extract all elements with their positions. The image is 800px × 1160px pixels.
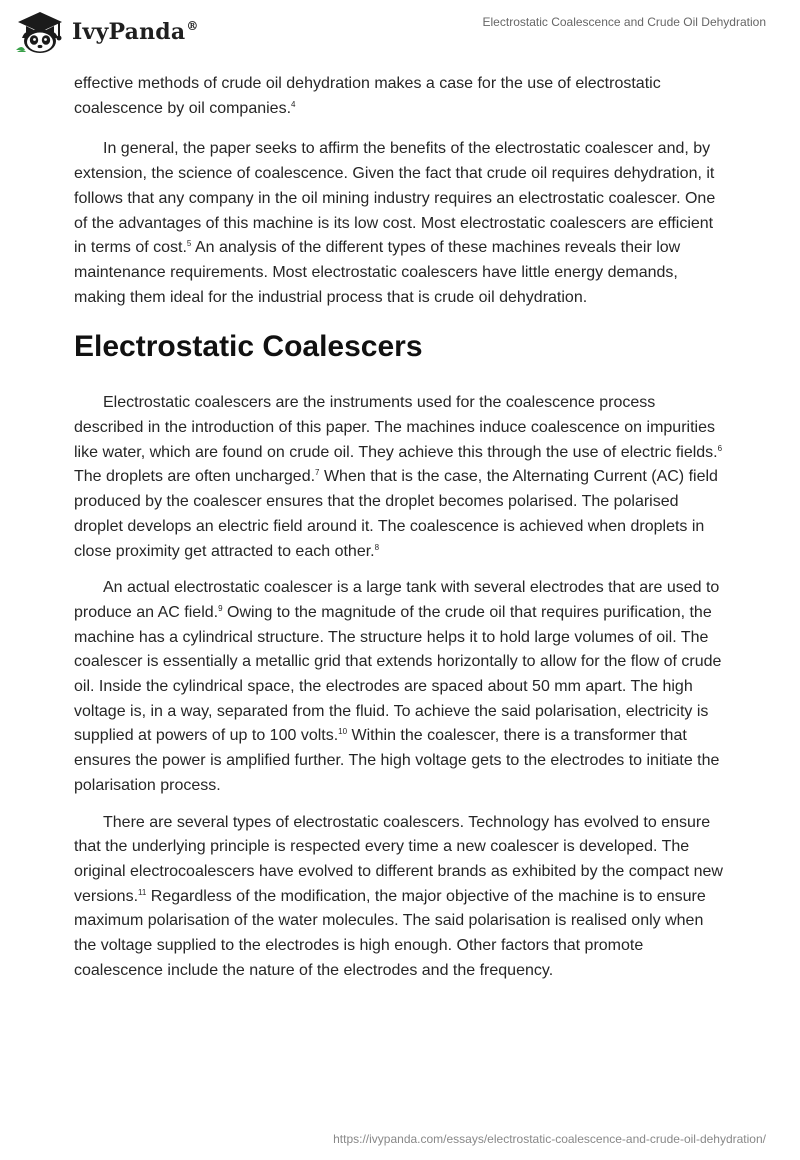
paragraph-structure: An actual electrostatic coalescer is a large tank with several electrodes that are used to produce an AC field.$^9$ Owing to the magnitude of the crude oil that requires purification, the machine has a cylindrical structure. The structure helps it to hold large volumes of oil. The coalescer is essentially a metallic grid that extends horizontally to allow for the flow of crude oil. Inside the cylindrical space, the electrodes are spaced about 50 mm apart. The high voltage is, in a way, separated from the fluid. To achieve the said polarisation, electricity is supplied at powers of up to 100 volts.$^{10}$ Within the coalescer, there is a transformer that ensures the power is amplified further. The high voltage gets to the electrodes to initiate the polarisation process. [74,579,722,794]
ivypanda-logo[interactable] [14,8,199,54]
page-header [0,0,800,62]
footnote-ref: 7 [315,468,320,478]
source-url[interactable]: https://ivypanda.com/essays/electrostatic-coalescence-and-crude-oil-dehydration/ [333,1132,766,1146]
document-title: Electrostatic Coalescence and Crude Oil Dehydration [482,15,766,29]
panda-logo-icon [14,8,66,54]
footnote-ref: 11 [138,887,147,897]
footnote-ref: 8 [374,542,380,552]
paragraph-continued: effective methods of crude oil dehydration makes a case for the use of electrostatic coalescence by oil companies.$^4$ [74,75,661,117]
paragraph-definition: Electrostatic coalescers are the instruments used for the coalescence process described in the introduction of this paper. The machines induce coalescence on impurities like water, which are found on crude oil. They achieve this through the use of electric fields.$^6$ The droplets are often uncharged.$^7$ When that is the case, the Alternating Current (AC) field produced by the coalescer ensures that the droplet becomes polarised. The polarised droplet develops an electric field around it. The coalescence is achieved when droplets in close proximity get attracted to each other.$^8$ [74,394,723,560]
footnote-ref: 5 [186,239,192,249]
footnote-ref: 9 [218,603,223,613]
paragraph-general-benefits: In general, the paper seeks to affirm the benefits of the electrostatic coalescer and, by extension, the science of coalescence. Given the fact that crude oil requires dehydration, it follows that any company in the oil mining industry requires an electrostatic coalescer. One of the advantages of this machine is its low cost. Most electrostatic coalescers are efficient in terms of cost.$^5$ An analysis of the different types of these machines reveals their low maintenance requirements. Most electrostatic coalescers have little energy demands, making them ideal for the industrial process that is crude oil dehydration. [74,140,716,306]
logo-wordmark: IvyPanda® [72,19,199,45]
registered-mark: ® [186,19,199,33]
paragraph-types: There are several types of electrostatic coalescers. Technology has evolved to ensure that the underlying principle is respected every time a new coalescer is developed. The original electrocoalescers have evolved to different brands as exhibited by the compact new versions.$^{11}$ Regardless of the modification, the major objective of the machine is to ensure maximum polarisation of the water molecules. The said polarisation is realised only when the voltage supplied to the electrodes is high enough. Other factors that promote coalescence include the nature of the electrodes and the frequency. [74,813,723,979]
section-heading: Electrostatic Coalescers [74,330,423,364]
footnote-ref: 4 [291,99,296,109]
footnote-ref: 6 [717,443,723,453]
essay-body [74,72,726,996]
footnote-ref: 10 [338,727,348,737]
